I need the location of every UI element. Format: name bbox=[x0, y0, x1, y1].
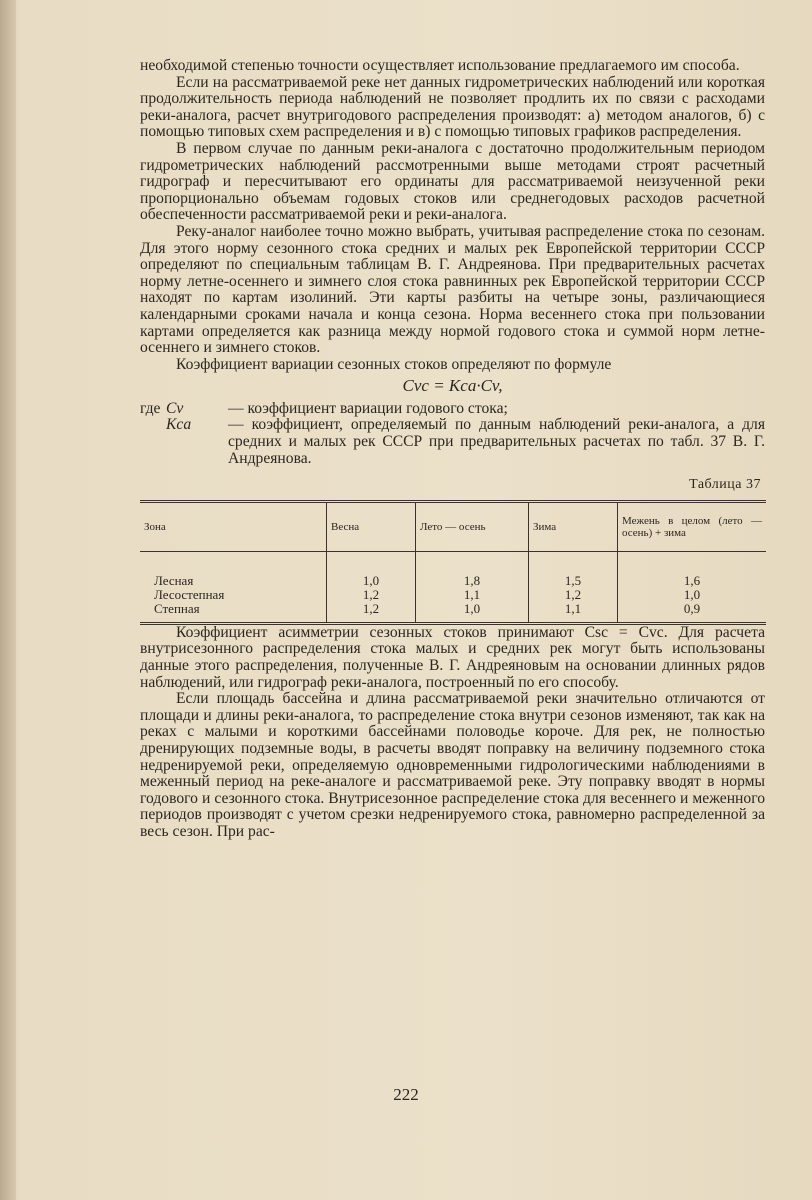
table-header: Лето — осень bbox=[416, 501, 529, 551]
table-row bbox=[140, 551, 766, 588]
table-cell: Лесостепная bbox=[154, 586, 225, 602]
definition-lead: где bbox=[140, 399, 161, 417]
table-cell: 1,1 bbox=[416, 588, 529, 602]
formula: Cvc = Kca·Cv, bbox=[402, 376, 503, 396]
paragraph: Коэффициент асимметрии сезонных стоков принимают Csc = Cvc. Для расчета внутрисезонного распределения стока малых и средних рек могут быть использованы данные этого распределения, полученные В. Г. Андреяновым на основании длинных рядов наблюдений, или гидрограф реки-аналога, построенный по его способу. bbox=[140, 623, 765, 691]
table-cell: Лесная bbox=[154, 572, 194, 588]
table-cell: 1,1 bbox=[529, 602, 618, 624]
definition-lead bbox=[140, 417, 166, 467]
table-cell: 1,5 bbox=[529, 551, 618, 588]
table-cell: 1,0 bbox=[327, 551, 416, 588]
table-cell: 1,2 bbox=[327, 588, 416, 602]
table-header: Зима bbox=[529, 501, 618, 551]
table-header: Межень в целом (лето — осень) + зима bbox=[618, 501, 767, 551]
table-cell: 1,8 bbox=[416, 551, 529, 588]
definition-row bbox=[140, 417, 765, 467]
table-row bbox=[140, 588, 766, 602]
table-row bbox=[140, 602, 766, 624]
definitions bbox=[140, 401, 765, 467]
definition-symbol: Cv bbox=[166, 399, 184, 417]
paragraph: Если на рассматриваемой реке нет данных гидрометрических наблюдений или короткая продолжительность периода наблюдений не позволяет продлить их по связи с расходами реки-аналога, расчет внутригодового распределения производят: а) методом аналогов, б) с помощью типовых схем распределения и в) с помощью типовых графиков распределения. bbox=[140, 73, 765, 141]
coefficient-table bbox=[140, 500, 766, 625]
table-cell: 1,0 bbox=[618, 588, 767, 602]
table-cell: 1,2 bbox=[529, 588, 618, 602]
definition-row bbox=[140, 401, 765, 418]
paragraph: В первом случае по данным реки-аналога с достаточно продолжительным периодом гидрометрических наблюдений рассмотренными выше методами строят расчетный гидрограф и пересчитывают его ординаты для рассматриваемой неизученной реки пропорционально объемам годовых стоков или среднегодовых расходов расчетной обеспеченности рассматриваемой реки и реки-аналога. bbox=[140, 139, 765, 224]
table-cell: 1,6 bbox=[618, 551, 767, 588]
paragraph: Если площадь бассейна и длина рассматриваемой реки значительно отличаются от площади и длины реки-аналога, то распределение стока внутри сезонов изменяют, так как на реках с малыми и короткими бассейнами половодье короче. Для рек, не полностью дренирующих подземные воды, в расчеты вводят поправку на величину подземного стока недренируемой реки, определяемую одновременными гидрологическими наблюдениями в меженный период на реке-аналоге и рассматриваемой реке. Эту поправку вводят в нормы годового и сезонного стока. Внутрисезонное распределение стока для весеннего и меженного периодов производят с учетом срезки недренируемого стока, равномерно распределенной за весь сезон. При рас- bbox=[140, 690, 765, 840]
definition-text: — коэффициент, определяемый по данным наблюдений реки-аналога, а для средних и малых рек СССР при предварительных расчетах по табл. 37 В. Г. Андреянова. bbox=[228, 416, 765, 467]
page-number: 222 bbox=[393, 1085, 419, 1104]
table-cell: 1,0 bbox=[416, 602, 529, 624]
paragraph: Коэффициент вариации сезонных стоков определяют по формуле bbox=[176, 355, 612, 373]
definition-symbol: Kca bbox=[166, 416, 192, 434]
table-header-row bbox=[140, 501, 766, 551]
table-cell: 1,2 bbox=[327, 602, 416, 624]
definition-text: — коэффициент вариации годового стока; bbox=[228, 399, 508, 417]
paragraph: Реку-аналог наиболее точно можно выбрать, учитывая распределение стока по сезонам. Для этого норму сезонного стока средних и малых рек Европейской территории СССР определяют по специальным таблицам В. Г. Андреянова. При предварительных расчетах норму летне-осеннего и зимнего слоя стока равнинных рек Европейской территории СССР находят по картам изолиний. Эти карты разбиты на четыре зоны, различающиеся календарными сроками начала и конца сезона. Норма весеннего стока при пользовании картами определяется как разница между нормой годового стока и суммой норм летне-осеннего и зимнего стоков. bbox=[140, 222, 765, 357]
table-header: Весна bbox=[327, 501, 416, 551]
paragraph: необходимой степенью точности осуществляет использование предлагаемого им способа. bbox=[140, 57, 740, 74]
table-header: Зона bbox=[140, 501, 327, 551]
table-cell: Степная bbox=[154, 600, 200, 616]
book-spine bbox=[0, 0, 16, 1200]
table-caption: Таблица 37 bbox=[689, 477, 761, 493]
table-cell: 0,9 bbox=[618, 602, 767, 624]
page-text bbox=[140, 58, 765, 841]
